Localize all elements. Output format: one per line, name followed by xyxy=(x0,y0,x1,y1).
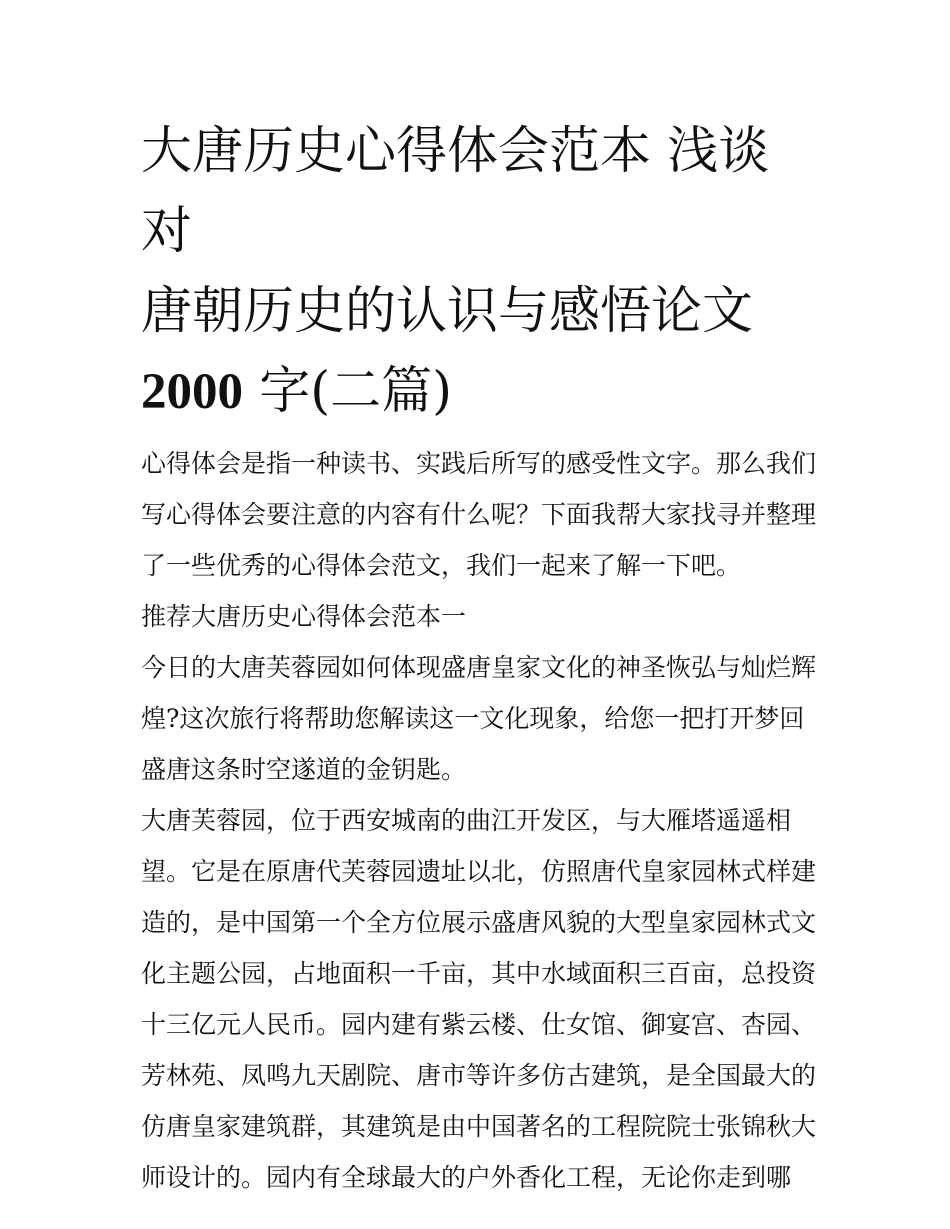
title-word-count: 2000 xyxy=(141,364,243,420)
title-suffix: 字(二篇) xyxy=(243,362,453,421)
paragraph-section-heading: 推荐大唐历史心得体会范本一 xyxy=(141,602,467,631)
document-body xyxy=(141,438,817,1203)
paragraph-furong-park-intro: 今日的大唐芙蓉园如何体现盛唐皇家文化的神圣恢弘与灿烂辉煌?这次旅行将帮助您解读这一文化现象，给您一把打开梦回盛唐这条时空遂道的金钥匙。 xyxy=(141,653,817,784)
title-line-2: 唐朝历史的认识与感悟论文 xyxy=(141,282,754,341)
paragraph-intro: 心得体会是指一种读书、实践后所写的感受性文字。那么我们写心得体会要注意的内容有什么呢？下面我帮大家找寻并整理了一些优秀的心得体会范文，我们一起来了解一下吧。 xyxy=(141,449,817,580)
document-content xyxy=(141,112,817,1203)
document-title xyxy=(141,112,817,432)
title-line-3 xyxy=(141,352,817,432)
title-line-1: 大唐历史心得体会范本 浅谈对 xyxy=(141,122,770,261)
paragraph-furong-park-description: 大唐芙蓉园，位于西安城南的曲江开发区，与大雁塔遥遥相望。它是在原唐代芙蓉园遗址以北，仿照唐代皇家园林式样建造的，是中国第一个全方位展示盛唐风貌的大型皇家园林式文化主题公园，占地面积一千亩，其中水域面积三百亩，总投资十三亿元人民币。园内建有紫云楼、仕女馆、御宴宫、杏园、芳林苑、凤鸣九天剧院、唐市等许多仿古建筑，是全国最大的仿唐皇家建筑群，其建筑是由中国著名的工程院院士张锦秋大师设计的。园内有全球最大的户外香化工程，无论你走到哪 xyxy=(141,806,817,1192)
